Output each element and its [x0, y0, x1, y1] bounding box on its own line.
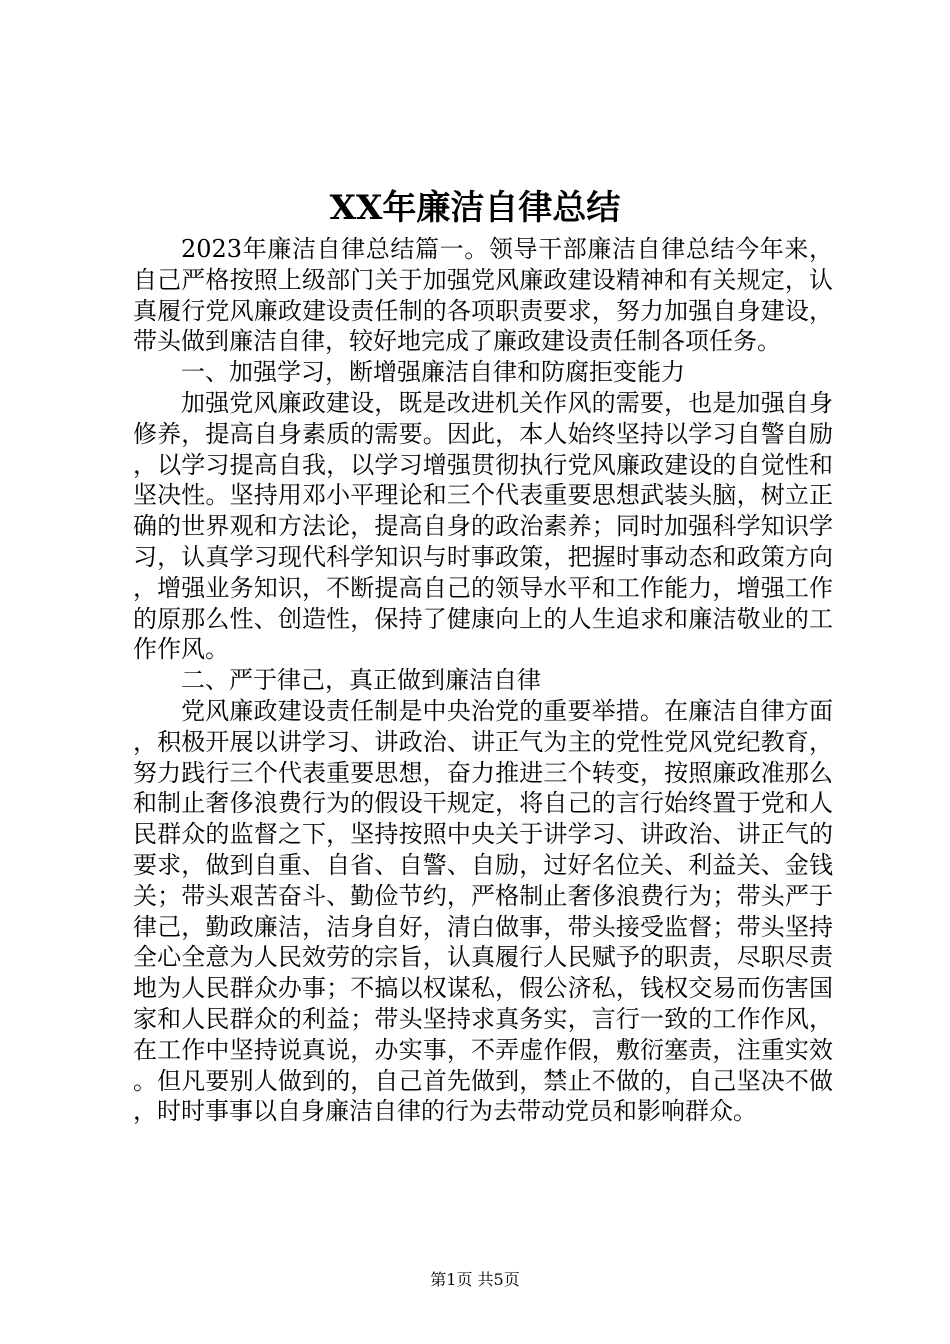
- paragraph-study: 加强党风廉政建设，既是改进机关作风的需要，也是加强自身修养，提高自身素质的需要。因此，本人始终坚持以学习自警自励，以学习提高自我，以学习增强贯彻执行党风廉政建设的自觉性和坚决性。坚持用邓小平理论和三个代表重要思想武装头脑，树立正确的世界观和方法论，提高自身的政治素养；同时加强科学知识学习，认真学习现代科学知识与时事政策，把握时事动态和政策方向，增强业务知识，不断提高自己的领导水平和工作能力，增强工作的原那么性、创造性，保持了健康向上的人生追求和廉洁敬业的工作作风。: [133, 388, 833, 664]
- paragraph-self-discipline: 党风廉政建设责任制是中央治党的重要举措。在廉洁自律方面，积极开展以讲学习、讲政治、讲正气为主的党性党风党纪教育，努力践行三个代表重要思想，奋力推进三个转变，按照廉政准那么和制止奢侈浪费行为的假设干规定，将自己的言行始终置于党和人民群众的监督之下，坚持按照中央关于讲学习、讲政治、讲正气的要求，做到自重、自省、自警、自励，过好名位关、利益关、金钱关；带头艰苦奋斗、勤俭节约，严格制止奢侈浪费行为；带头严于律己，勤政廉洁，洁身自好，清白做事，带头接受监督；带头坚持全心全意为人民效劳的宗旨，认真履行人民赋予的职责，尽职尽责地为人民群众办事；不搞以权谋私，假公济私，钱权交易而伤害国家和人民群众的利益；带头坚持求真务实，言行一致的工作作风，在工作中坚持说真说，办实事，不弄虚作假，敷衍塞责，注重实效。但凡要别人做到的，自己首先做到，禁止不做的，自己坚决不做，时时事事以自身廉洁自律的行为去带动党员和影响群众。: [133, 696, 833, 1126]
- document-title: XX年廉洁自律总结: [329, 188, 621, 228]
- page-number-footer: 第1页 共5页: [430, 1270, 520, 1289]
- paragraph-intro: 2023年廉洁自律总结篇一。领导干部廉洁自律总结今年来，自己严格按照上级部门关于加强党风廉政建设精神和有关规定，认真履行党风廉政建设责任制的各项职责要求，努力加强自身建设，带头做到廉洁自律，较好地完成了廉政建设责任制各项任务。: [133, 235, 833, 356]
- section-heading-1: 一、加强学习，断增强廉洁自律和防腐拒变能力: [181, 358, 685, 387]
- document-body: [133, 234, 833, 1127]
- section-heading-2: 二、严于律己，真正做到廉洁自律: [181, 666, 541, 695]
